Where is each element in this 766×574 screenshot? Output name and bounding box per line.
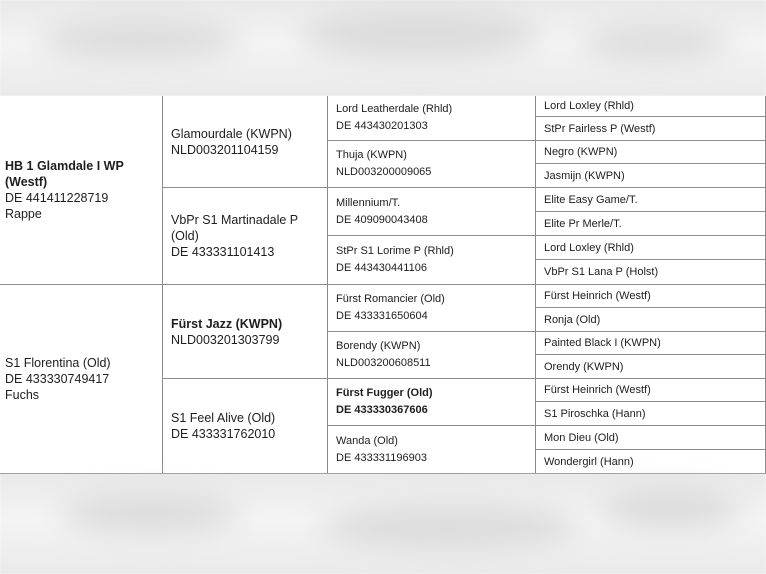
gen3-cell [328,379,536,426]
gen4-name: Mon Dieu (Old) [544,431,619,444]
gen4-cell [536,285,766,308]
gen3-cell [328,188,536,236]
gen2-reg: DE 433331101413 [171,245,275,259]
gen3-reg: DE 443430441106 [336,262,427,274]
gen3-reg: DE 433331650604 [336,310,428,322]
gen4-name: Lord Loxley (Rhld) [544,100,634,112]
gen3-name: Lord Leatherdale (Rhld) [336,103,453,115]
blurred-shape [580,25,730,60]
gen3-cell [328,285,536,332]
gen4-name: Lord Loxley (Rhld) [544,241,634,254]
gen4-cell [536,332,766,355]
gen2-name: VbPr S1 Martinadale P (Old) [171,213,298,243]
gen3-cell [328,236,536,285]
gen1-dam-reg: DE 433330749417 [5,372,110,386]
gen4-cell [536,164,766,188]
gen3-name: Borendy (KWPN) [336,340,421,352]
gen3-name: Thuja (KWPN) [336,149,407,161]
blurred-shape [600,489,740,529]
gen3-reg: DE 433331196903 [336,451,427,464]
gen4-cell [536,260,766,285]
gen1-dam-cell [0,285,163,474]
gen1-sire-cell [0,96,163,285]
pedigree-table [0,96,766,474]
gen2-name: S1 Feel Alive (Old) [171,411,276,425]
gen4-name: Elite Pr Merle/T. [544,217,622,230]
gen4-name: Jasmijn (KWPN) [544,169,625,182]
gen3-reg: DE 409090043408 [336,213,428,226]
gen2-reg: DE 433331762010 [171,427,276,441]
gen3-reg: DE 443430201303 [336,120,428,132]
gen4-name: Ronja (Old) [544,313,601,326]
gen3-name: StPr S1 Lorime P (Rhld) [336,245,454,257]
gen2-name: Fürst Jazz (KWPN) [171,316,283,331]
gen4-name: VbPr S1 Lana P (Holst) [544,266,659,278]
gen2-reg: NLD003201104159 [171,142,279,157]
gen1-sire-color: Rappe [5,207,42,221]
gen4-cell [536,450,766,474]
gen4-name: Painted Black I (KWPN) [544,337,661,349]
gen4-cell [536,402,766,426]
gen1-dam-color: Fuchs [5,388,40,402]
gen4-cell [536,141,766,164]
gen3-cell [328,141,536,188]
gen2-cell [163,379,328,474]
blurred-header-area [0,0,766,96]
gen4-cell [536,117,766,141]
gen2-cell [163,96,328,188]
gen3-reg: DE 433330367606 [336,404,428,416]
blurred-shape [40,20,240,60]
gen3-reg: NLD003200608511 [336,357,431,369]
gen4-cell [536,426,766,450]
blurred-footer-area [0,474,766,574]
gen3-name: Fürst Romancier (Old) [336,293,445,305]
gen2-name: Glamourdale (KWPN) [171,126,292,141]
gen3-cell [328,96,536,141]
gen4-name: Elite Easy Game/T. [544,193,638,206]
gen4-name: Orendy (KWPN) [544,360,624,373]
gen4-name: Negro (KWPN) [544,146,618,158]
gen4-cell [536,355,766,379]
gen3-cell [328,332,536,379]
gen2-reg: NLD003201303799 [171,332,280,347]
blurred-shape [60,494,240,534]
gen3-cell [328,426,536,474]
gen1-dam-name: S1 Florentina (Old) [5,356,111,370]
blurred-shape [300,10,540,60]
gen4-name: StPr Fairless P (Westf) [544,122,656,135]
blurred-shape [320,504,580,549]
gen3-reg: NLD003200009065 [336,166,432,178]
gen4-name: Wondergirl (Hann) [544,455,634,468]
gen4-name: S1 Piroschka (Hann) [544,407,646,420]
gen4-cell [536,379,766,402]
gen3-name: Fürst Fugger (Old) [336,387,433,399]
gen2-cell [163,188,328,285]
gen4-cell [536,212,766,236]
gen3-name: Millennium/T. [336,196,401,209]
gen4-cell [536,188,766,212]
gen2-cell [163,285,328,379]
gen1-sire-name: HB 1 Glamdale I WP (Westf) [5,159,124,189]
gen4-cell [536,96,766,117]
gen4-name: Fürst Heinrich (Westf) [544,290,651,302]
gen4-cell [536,236,766,260]
gen4-name: Fürst Heinrich (Westf) [544,384,651,396]
gen4-cell [536,308,766,332]
gen3-name: Wanda (Old) [336,434,398,447]
gen1-sire-reg: DE 441411228719 [5,191,109,205]
